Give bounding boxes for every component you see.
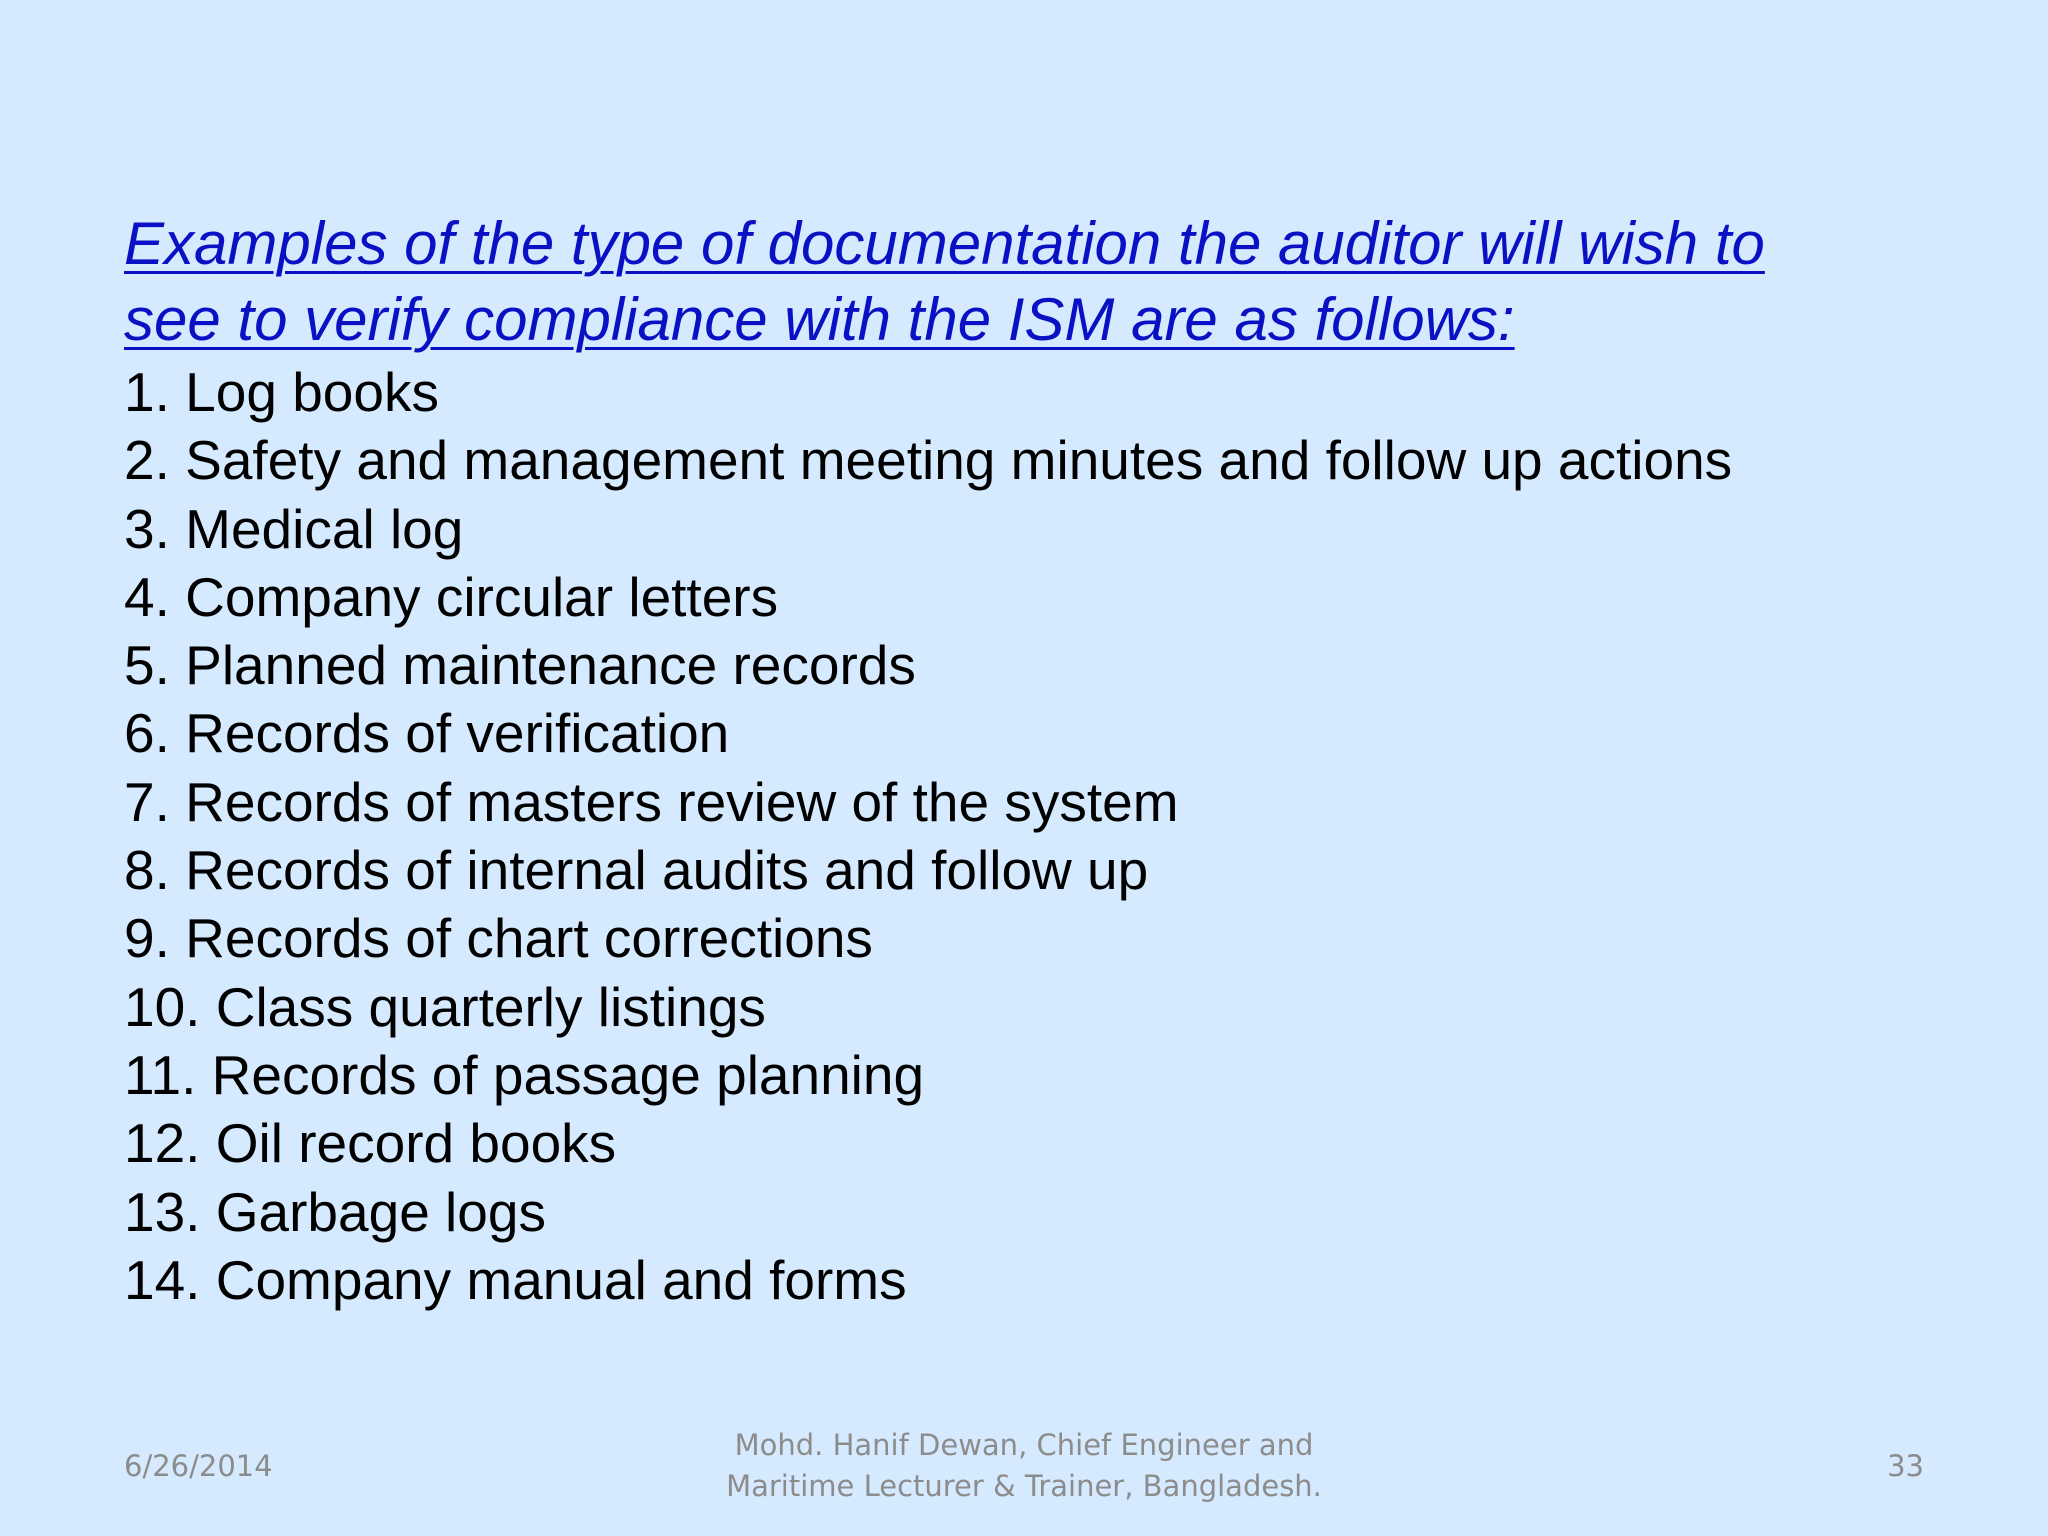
list-item: 11. Records of passage planning [124, 1043, 925, 1106]
footer-author-line-2: Maritime Lecturer & Trainer, Bangladesh. [726, 1469, 1322, 1503]
list-item: 4. Company circular letters [124, 565, 779, 628]
footer-date: 6/26/2014 [124, 1449, 273, 1483]
list-item: 13. Garbage logs [124, 1180, 546, 1243]
slide-heading [124, 206, 1924, 358]
list-item: 8. Records of internal audits and follow up [124, 839, 1149, 902]
list-item: 12. Oil record books [124, 1112, 617, 1175]
list-item: 1. Log books [124, 361, 439, 423]
heading-line-1: Examples of the type of documentation the auditor will wish to [124, 210, 1765, 277]
list-item: 9. Records of chart corrections [124, 907, 873, 970]
list-item: 10. Class quarterly listings [124, 975, 766, 1038]
footer-author-line-1: Mohd. Hanif Dewan, Chief Engineer and [734, 1428, 1314, 1462]
list-item: 6. Records of verification [124, 702, 730, 765]
list-item: 5. Planned maintenance records [124, 634, 916, 697]
list-item: 3. Medical log [124, 497, 464, 560]
footer-author [624, 1425, 1424, 1507]
list-item: 14. Company manual and forms [124, 1248, 907, 1311]
list-item: 2. Safety and management meeting minutes and follow up actions [124, 429, 1733, 492]
slide-content [124, 206, 1924, 1314]
list-item: 7. Records of masters review of the system [124, 770, 1179, 833]
documentation-list [124, 358, 1924, 1314]
heading-line-2: see to verify compliance with the ISM are as follows: [124, 286, 1515, 353]
page-number: 33 [1887, 1449, 1924, 1483]
